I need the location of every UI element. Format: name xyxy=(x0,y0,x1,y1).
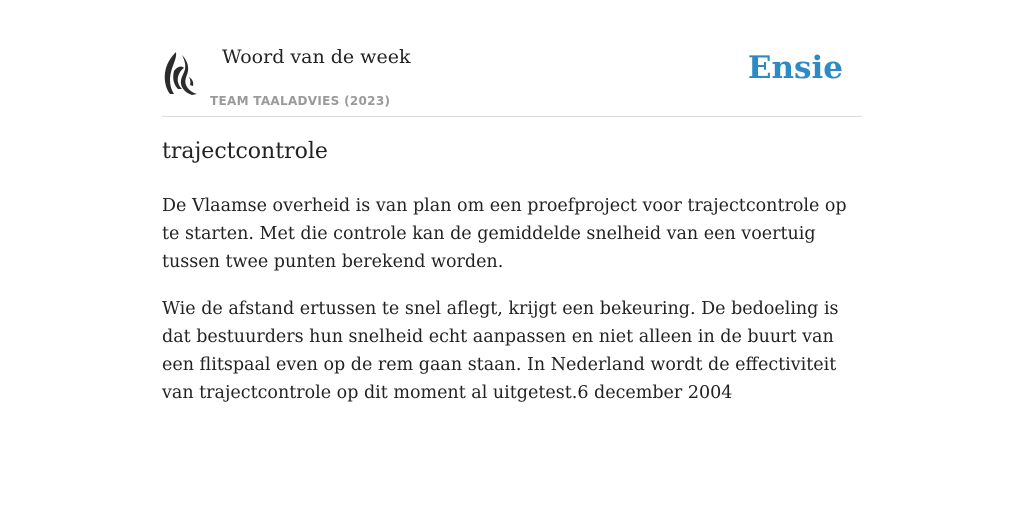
article-body xyxy=(162,192,862,426)
site-title[interactable]: Woord van de week xyxy=(222,46,411,68)
paragraph-1: De Vlaamse overheid is van plan om een proefproject voor trajectcontrole op te starten. Met die controle kan de gemiddelde snelheid van een voertuig tussen twee punten berekend worden. xyxy=(162,196,847,272)
team-label: TEAM TAALADVIES (2023) xyxy=(210,94,391,108)
header xyxy=(162,40,862,117)
date: 6 december 2004 xyxy=(577,383,733,403)
headword: trajectcontrole xyxy=(162,139,328,164)
paragraph-2 xyxy=(162,295,862,407)
flemish-lion-logo-icon xyxy=(162,49,198,97)
brand-logo[interactable]: Ensie xyxy=(747,50,843,86)
paragraph-2-text: Wie de afstand ertussen te snel aflegt, krijgt een bekeuring. De bedoeling is dat bestuurders hun snelheid echt aanpassen en niet alleen in de buurt van een flitspaal even op de rem gaan staan. In Nederland wordt de effectiviteit van trajectcontrole op dit moment al uitgetest. xyxy=(162,299,839,403)
